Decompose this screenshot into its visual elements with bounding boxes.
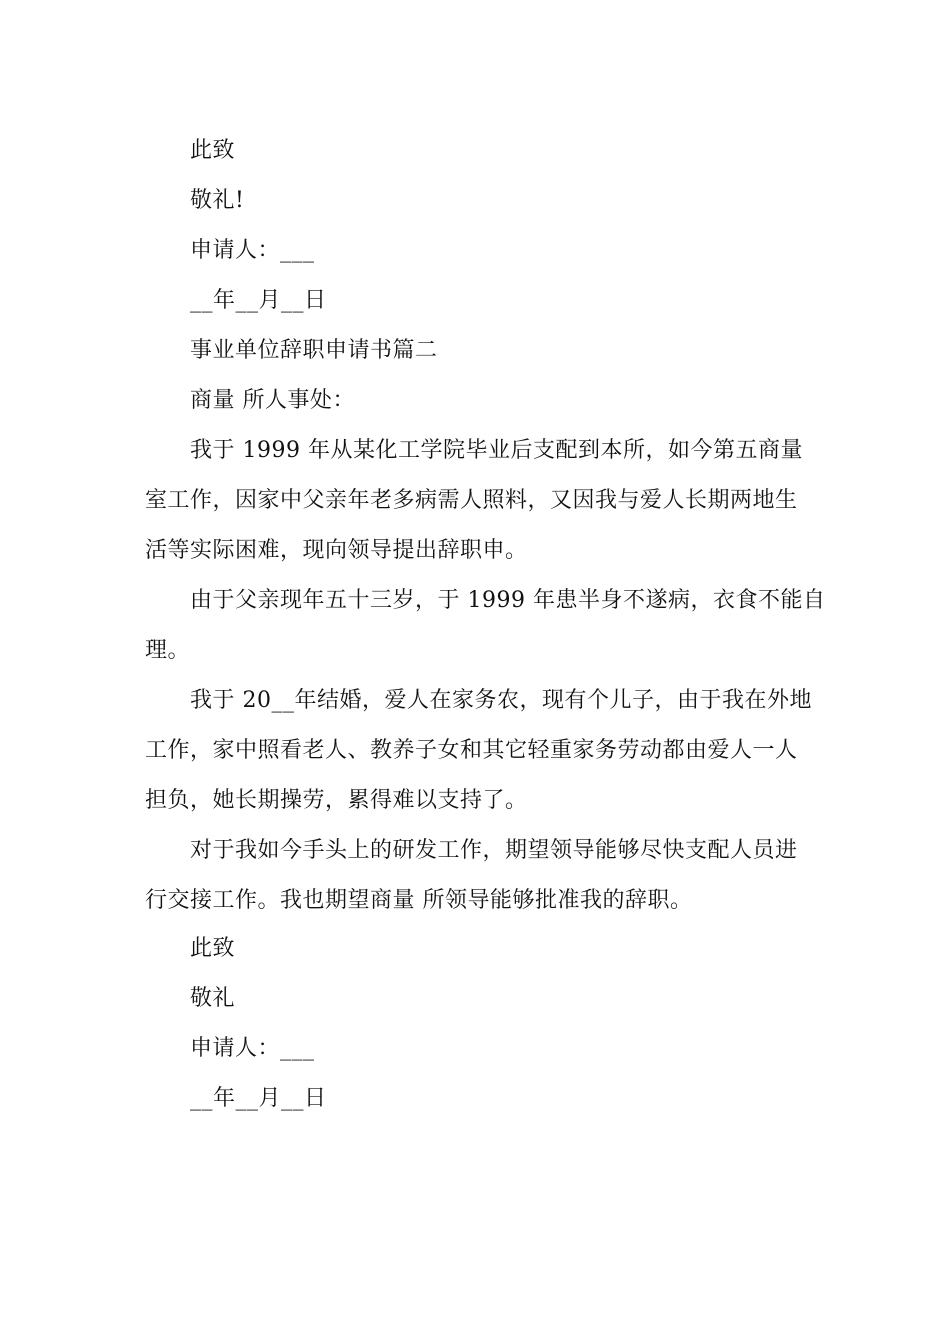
paragraph-line: 对于我如今手头上的研发工作，期望领导能够尽快支配人员进 [190, 838, 798, 863]
paragraph-line: 工作，家中照看老人、教养子女和其它轻重家务劳动都由爱人一人 [145, 738, 798, 763]
closing-regards: 敬礼! [190, 188, 245, 213]
paragraph-line: 我于 1999 年从某化工学院毕业后支配到本所，如今第五商量 [190, 438, 803, 463]
paragraph-line: 我于 20__年结婚，爱人在家务农，现有个儿子，由于我在外地 [190, 688, 812, 713]
paragraph-line: 活等实际困难，现向领导提出辞职申。 [145, 538, 528, 563]
date-line: __年__月__日 [190, 288, 327, 313]
paragraph-line: 担负，她长期操劳，累得难以支持了。 [145, 788, 528, 813]
recipient-line: 商量 所人事处： [190, 388, 355, 413]
closing-regards: 敬礼 [190, 986, 236, 1011]
paragraph-line: 行交接工作。我也期望商量 所领导能够批准我的辞职。 [145, 888, 693, 913]
section-title: 事业单位辞职申请书篇二 [190, 338, 438, 363]
date-line: __年__月__日 [190, 1086, 327, 1111]
closing-salutation: 此致 [190, 936, 236, 961]
applicant-line: 申请人：___ [190, 1036, 315, 1061]
closing-salutation: 此致 [190, 138, 236, 163]
applicant-line: 申请人：___ [190, 238, 315, 263]
paragraph-line: 由于父亲现年五十三岁，于 1999 年患半身不遂病，衣食不能自 [190, 588, 826, 613]
paragraph-line: 理。 [145, 638, 191, 663]
paragraph-line: 室工作，因家中父亲年老多病需人照料，又因我与爱人长期两地生 [145, 488, 798, 513]
